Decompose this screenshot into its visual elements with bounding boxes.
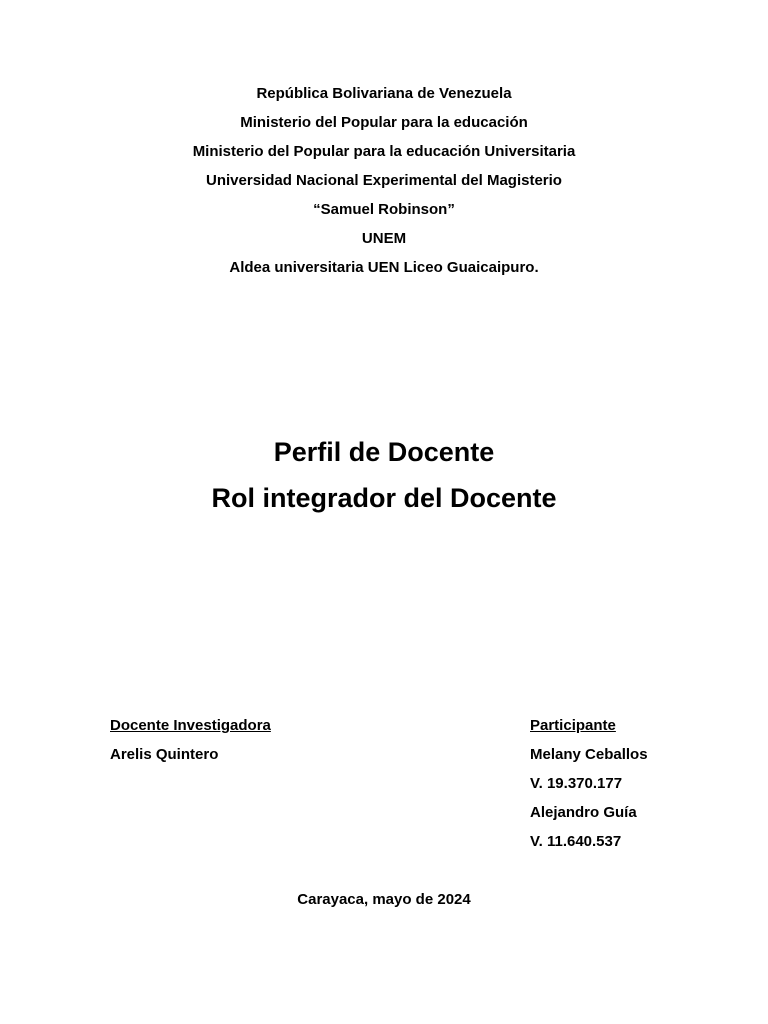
header-line-ministry-university: Ministerio del Popular para la educación Universitaria bbox=[192, 143, 576, 160]
header-line-university-name: “Samuel Robinson” bbox=[313, 201, 455, 218]
header-line-university: Universidad Nacional Experimental del Magisterio bbox=[206, 172, 562, 189]
docente-heading: Docente Investigadora bbox=[110, 717, 271, 734]
header-line-aldea: Aldea universitaria UEN Liceo Guaicaipuro. bbox=[229, 259, 539, 276]
place-date: Carayaca, mayo de 2024 bbox=[297, 891, 471, 908]
title-line-role: Rol integrador del Docente bbox=[211, 483, 557, 513]
header-line-republic: República Bolivariana de Venezuela bbox=[256, 85, 512, 102]
participante-heading: Participante bbox=[530, 717, 616, 734]
participante-id-1: V. 19.370.177 bbox=[530, 775, 623, 792]
title-line-profile: Perfil de Docente bbox=[273, 437, 495, 467]
participante-name-1: Melany Ceballos bbox=[530, 746, 648, 763]
participante-name-2: Alejandro Guía bbox=[530, 804, 637, 821]
participante-id-2: V. 11.640.537 bbox=[530, 833, 622, 850]
header-line-acronym: UNEM bbox=[361, 230, 407, 247]
header-line-ministry: Ministerio del Popular para la educación bbox=[240, 114, 528, 131]
docente-name: Arelis Quintero bbox=[110, 746, 219, 763]
